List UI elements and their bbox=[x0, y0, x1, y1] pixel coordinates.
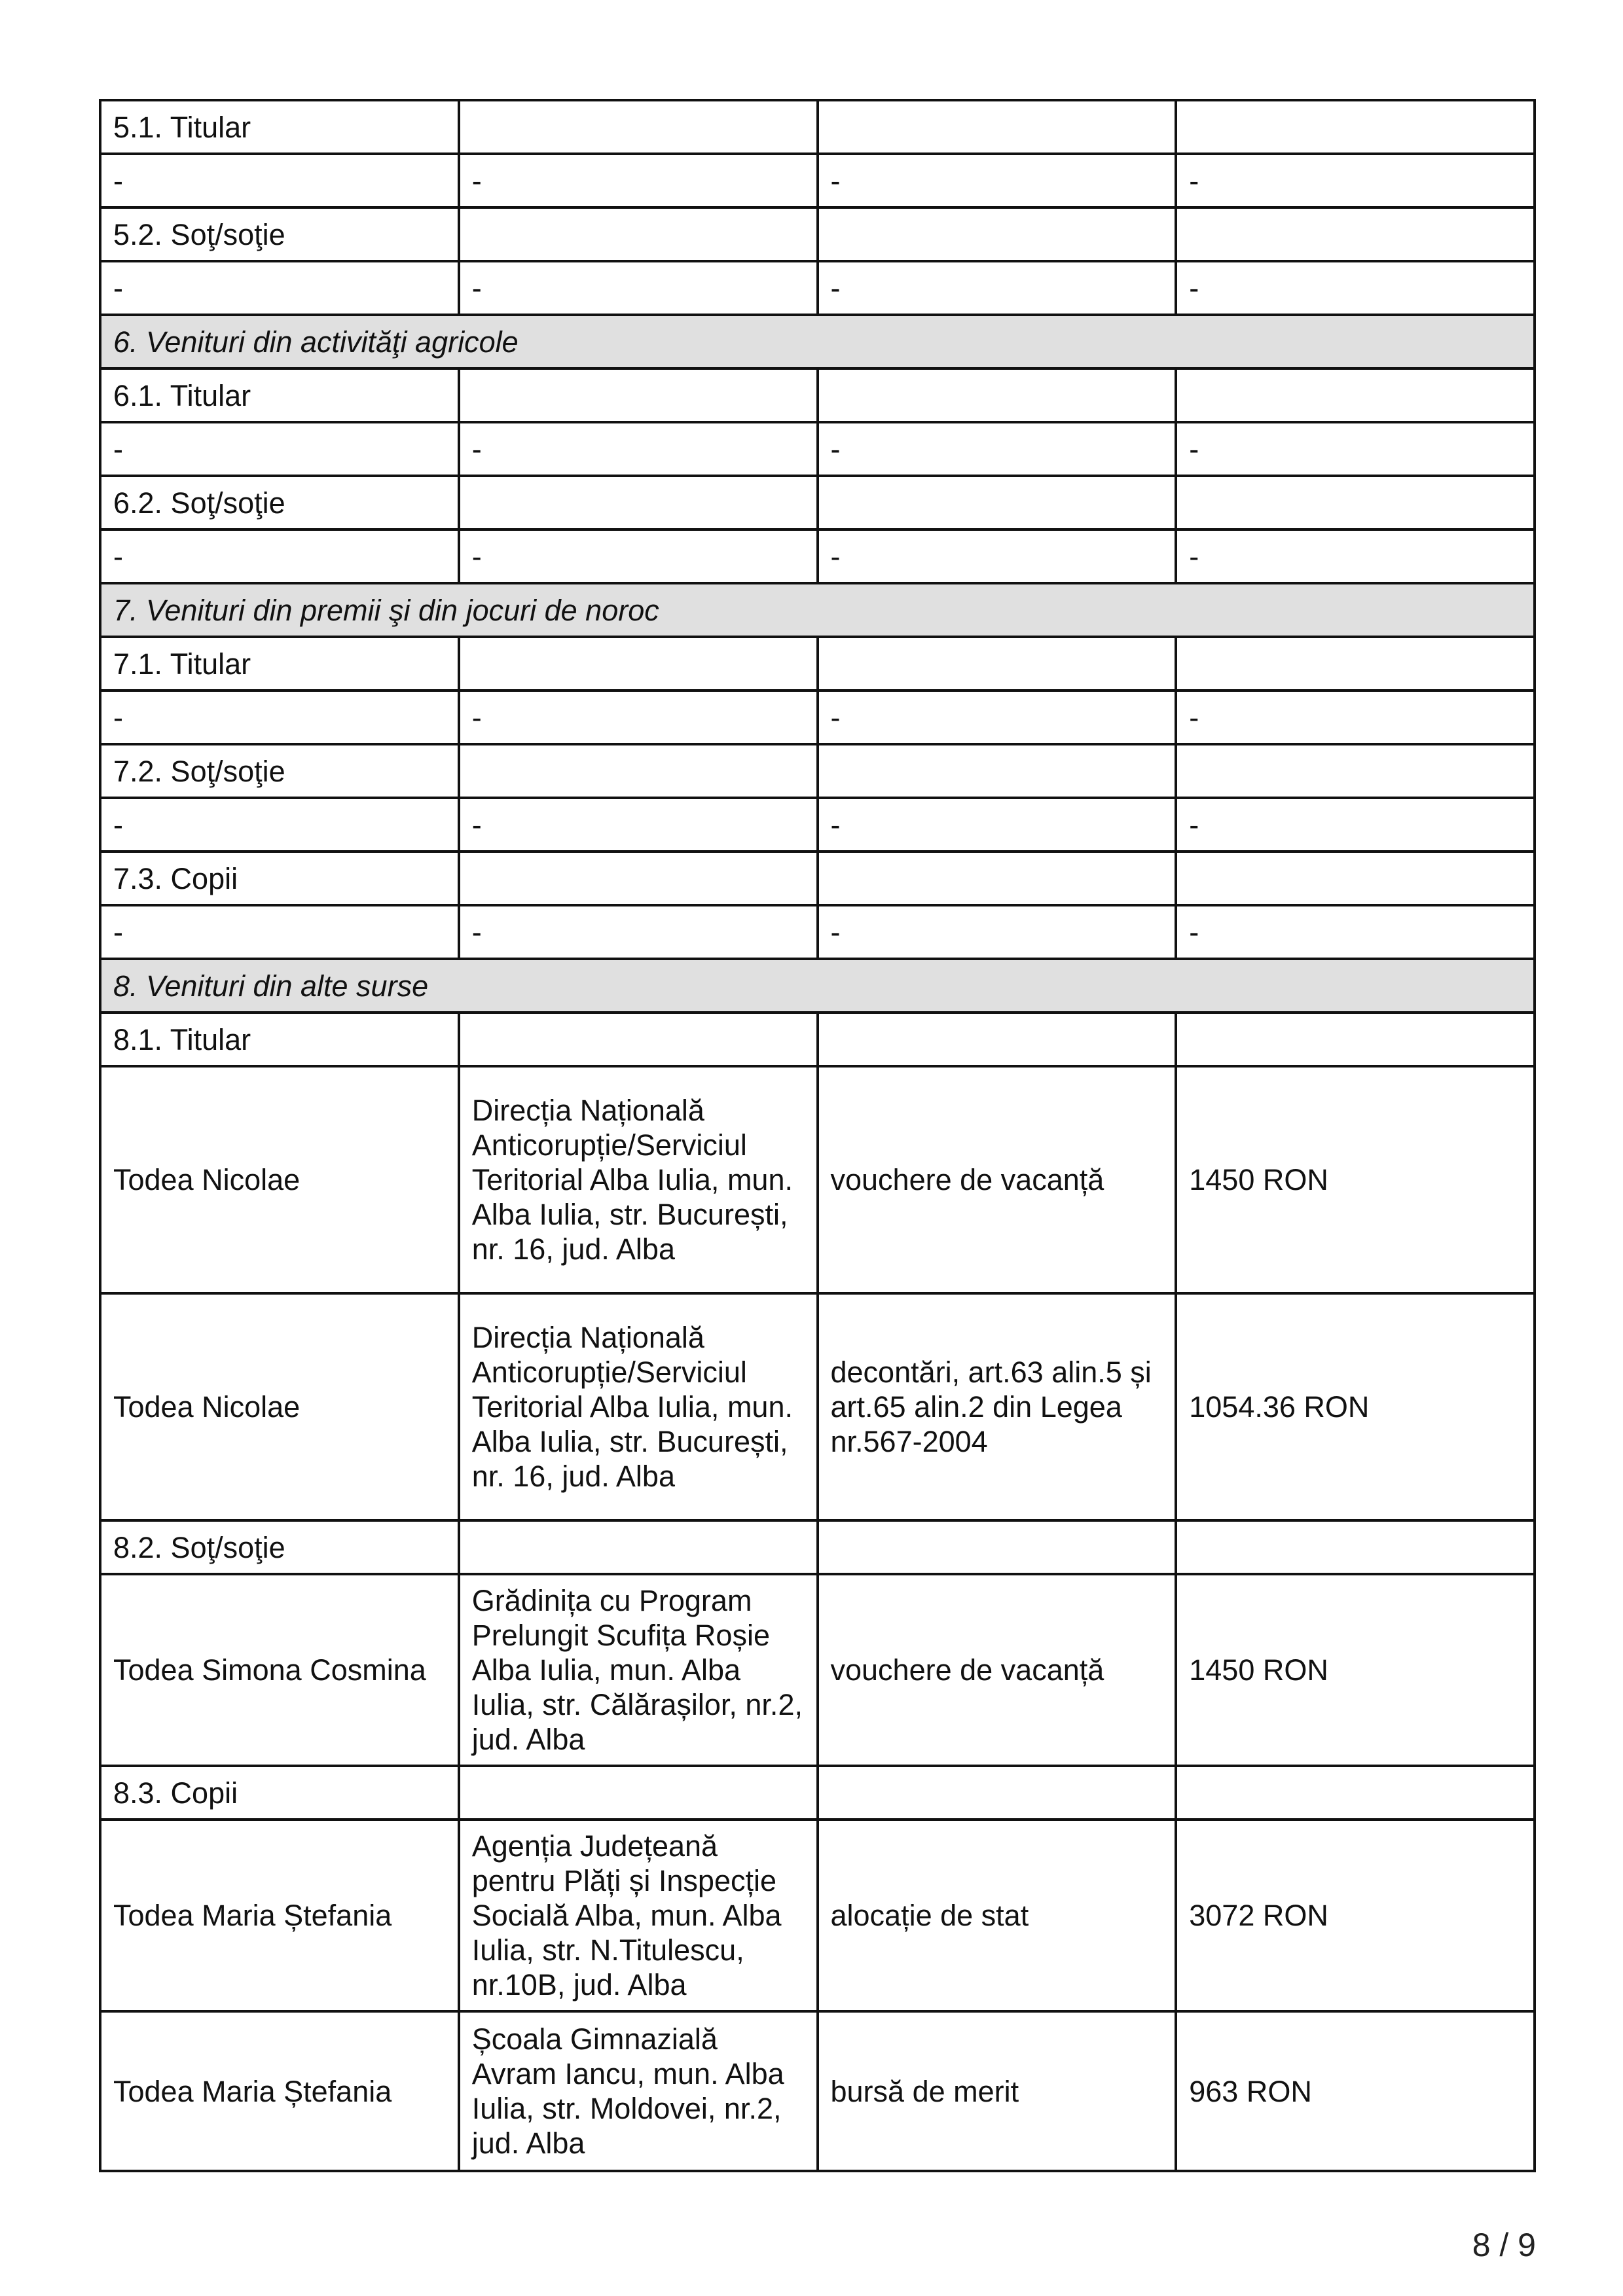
section-heading: 8. Venituri din alte surse bbox=[100, 959, 1535, 1013]
annual-income-cell: 1450 RON bbox=[1176, 1066, 1535, 1293]
dash-cell: - bbox=[1176, 154, 1535, 207]
empty-cell bbox=[459, 476, 818, 529]
empty-cell bbox=[459, 368, 818, 422]
section-heading: 7. Venituri din premii şi din jocuri de noroc bbox=[100, 583, 1535, 637]
subsection-label: 6.1. Titular bbox=[100, 368, 459, 422]
table-row bbox=[100, 154, 1535, 207]
dash-cell: - bbox=[100, 905, 459, 959]
dash-cell: - bbox=[818, 798, 1176, 852]
annual-income-cell: 1450 RON bbox=[1176, 1574, 1535, 1766]
table-row bbox=[100, 368, 1535, 422]
dash-cell: - bbox=[1176, 529, 1535, 583]
dash-cell: - bbox=[459, 798, 818, 852]
empty-cell bbox=[459, 637, 818, 691]
dash-cell: - bbox=[1176, 261, 1535, 315]
dash-cell: - bbox=[459, 691, 818, 744]
service-cell: decontări, art.63 alin.5 și art.65 alin.2 din Legea nr.567-2004 bbox=[818, 1293, 1176, 1520]
beneficiary-cell: Todea Nicolae bbox=[100, 1293, 459, 1520]
dash-cell: - bbox=[100, 798, 459, 852]
income-source-cell: Școala Gimnazială Avram Iancu, mun. Alba Iulia, str. Moldovei, nr.2, jud. Alba bbox=[459, 2011, 818, 2171]
empty-cell bbox=[459, 207, 818, 261]
beneficiary-cell: Todea Maria Ștefania bbox=[100, 2011, 459, 2171]
dash-cell: - bbox=[459, 905, 818, 959]
page-number: 8 / 9 bbox=[1472, 2227, 1536, 2263]
income-source-cell: Direcția Națională Anticorupție/Serviciul Teritorial Alba Iulia, mun. Alba Iulia, str. București, nr. 16, jud. Alba bbox=[459, 1066, 818, 1293]
empty-cell bbox=[818, 100, 1176, 154]
empty-cell bbox=[818, 637, 1176, 691]
service-cell: alocație de stat bbox=[818, 1820, 1176, 2011]
subsection-label: 5.2. Soţ/soţie bbox=[100, 207, 459, 261]
empty-cell bbox=[459, 1766, 818, 1820]
dash-cell: - bbox=[1176, 422, 1535, 476]
table-row bbox=[100, 207, 1535, 261]
dash-cell: - bbox=[459, 529, 818, 583]
service-cell: vouchere de vacanță bbox=[818, 1066, 1176, 1293]
table-row bbox=[100, 1574, 1535, 1766]
empty-cell bbox=[818, 207, 1176, 261]
empty-cell bbox=[459, 100, 818, 154]
subsection-label: 5.1. Titular bbox=[100, 100, 459, 154]
empty-cell bbox=[1176, 1013, 1535, 1066]
dash-cell: - bbox=[459, 422, 818, 476]
dash-cell: - bbox=[1176, 691, 1535, 744]
empty-cell bbox=[1176, 1520, 1535, 1574]
empty-cell bbox=[459, 744, 818, 798]
dash-cell: - bbox=[818, 422, 1176, 476]
table-row bbox=[100, 744, 1535, 798]
subsection-label: 6.2. Soţ/soţie bbox=[100, 476, 459, 529]
dash-cell: - bbox=[100, 154, 459, 207]
dash-cell: - bbox=[459, 154, 818, 207]
empty-cell bbox=[1176, 637, 1535, 691]
subsection-label: 7.2. Soţ/soţie bbox=[100, 744, 459, 798]
table-row bbox=[100, 798, 1535, 852]
service-cell: bursă de merit bbox=[818, 2011, 1176, 2171]
dash-cell: - bbox=[100, 422, 459, 476]
table-row bbox=[100, 476, 1535, 529]
empty-cell bbox=[1176, 207, 1535, 261]
dash-cell: - bbox=[818, 691, 1176, 744]
income-source-cell: Agenția Județeană pentru Plăți și Inspecție Socială Alba, mun. Alba Iulia, str. N.Titulescu, nr.10B, jud. Alba bbox=[459, 1820, 818, 2011]
empty-cell bbox=[818, 1766, 1176, 1820]
subsection-label: 8.1. Titular bbox=[100, 1013, 459, 1066]
income-source-cell: Grădinița cu Program Prelungit Scufița Roșie Alba Iulia, mun. Alba Iulia, str. Călărașilor, nr.2, jud. Alba bbox=[459, 1574, 818, 1766]
empty-cell bbox=[818, 476, 1176, 529]
empty-cell bbox=[1176, 476, 1535, 529]
section-heading-row bbox=[100, 315, 1535, 368]
beneficiary-cell: Todea Maria Ștefania bbox=[100, 1820, 459, 2011]
annual-income-cell: 1054.36 RON bbox=[1176, 1293, 1535, 1520]
dash-cell: - bbox=[818, 261, 1176, 315]
empty-cell bbox=[459, 852, 818, 905]
dash-cell: - bbox=[1176, 905, 1535, 959]
table-row bbox=[100, 905, 1535, 959]
dash-cell: - bbox=[100, 261, 459, 315]
dash-cell: - bbox=[818, 154, 1176, 207]
table-row bbox=[100, 1293, 1535, 1520]
section-heading-row bbox=[100, 583, 1535, 637]
subsection-label: 8.3. Copii bbox=[100, 1766, 459, 1820]
annual-income-cell: 963 RON bbox=[1176, 2011, 1535, 2171]
annual-income-cell: 3072 RON bbox=[1176, 1820, 1535, 2011]
subsection-label: 7.1. Titular bbox=[100, 637, 459, 691]
section-heading-row bbox=[100, 959, 1535, 1013]
empty-cell bbox=[1176, 100, 1535, 154]
empty-cell bbox=[818, 1013, 1176, 1066]
income-table bbox=[99, 99, 1536, 2172]
table-row bbox=[100, 2011, 1535, 2171]
empty-cell bbox=[1176, 368, 1535, 422]
table-row bbox=[100, 422, 1535, 476]
dash-cell: - bbox=[100, 691, 459, 744]
income-source-cell: Direcția Națională Anticorupție/Serviciul Teritorial Alba Iulia, mun. Alba Iulia, str. București, nr. 16, jud. Alba bbox=[459, 1293, 818, 1520]
empty-cell bbox=[818, 368, 1176, 422]
table-row bbox=[100, 261, 1535, 315]
table-row bbox=[100, 1520, 1535, 1574]
service-cell: vouchere de vacanță bbox=[818, 1574, 1176, 1766]
dash-cell: - bbox=[1176, 798, 1535, 852]
table-row bbox=[100, 1766, 1535, 1820]
table-row bbox=[100, 1820, 1535, 2011]
beneficiary-cell: Todea Nicolae bbox=[100, 1066, 459, 1293]
empty-cell bbox=[818, 1520, 1176, 1574]
table-row bbox=[100, 637, 1535, 691]
empty-cell bbox=[459, 1013, 818, 1066]
empty-cell bbox=[459, 1520, 818, 1574]
table-row bbox=[100, 852, 1535, 905]
table-row bbox=[100, 1013, 1535, 1066]
beneficiary-cell: Todea Simona Cosmina bbox=[100, 1574, 459, 1766]
table-row bbox=[100, 100, 1535, 154]
table-row bbox=[100, 1066, 1535, 1293]
empty-cell bbox=[1176, 1766, 1535, 1820]
dash-cell: - bbox=[459, 261, 818, 315]
table-row bbox=[100, 691, 1535, 744]
dash-cell: - bbox=[818, 529, 1176, 583]
dash-cell: - bbox=[818, 905, 1176, 959]
empty-cell bbox=[1176, 852, 1535, 905]
section-heading: 6. Venituri din activităţi agricole bbox=[100, 315, 1535, 368]
empty-cell bbox=[818, 744, 1176, 798]
dash-cell: - bbox=[100, 529, 459, 583]
subsection-label: 8.2. Soţ/soţie bbox=[100, 1520, 459, 1574]
table-row bbox=[100, 529, 1535, 583]
subsection-label: 7.3. Copii bbox=[100, 852, 459, 905]
empty-cell bbox=[818, 852, 1176, 905]
empty-cell bbox=[1176, 744, 1535, 798]
